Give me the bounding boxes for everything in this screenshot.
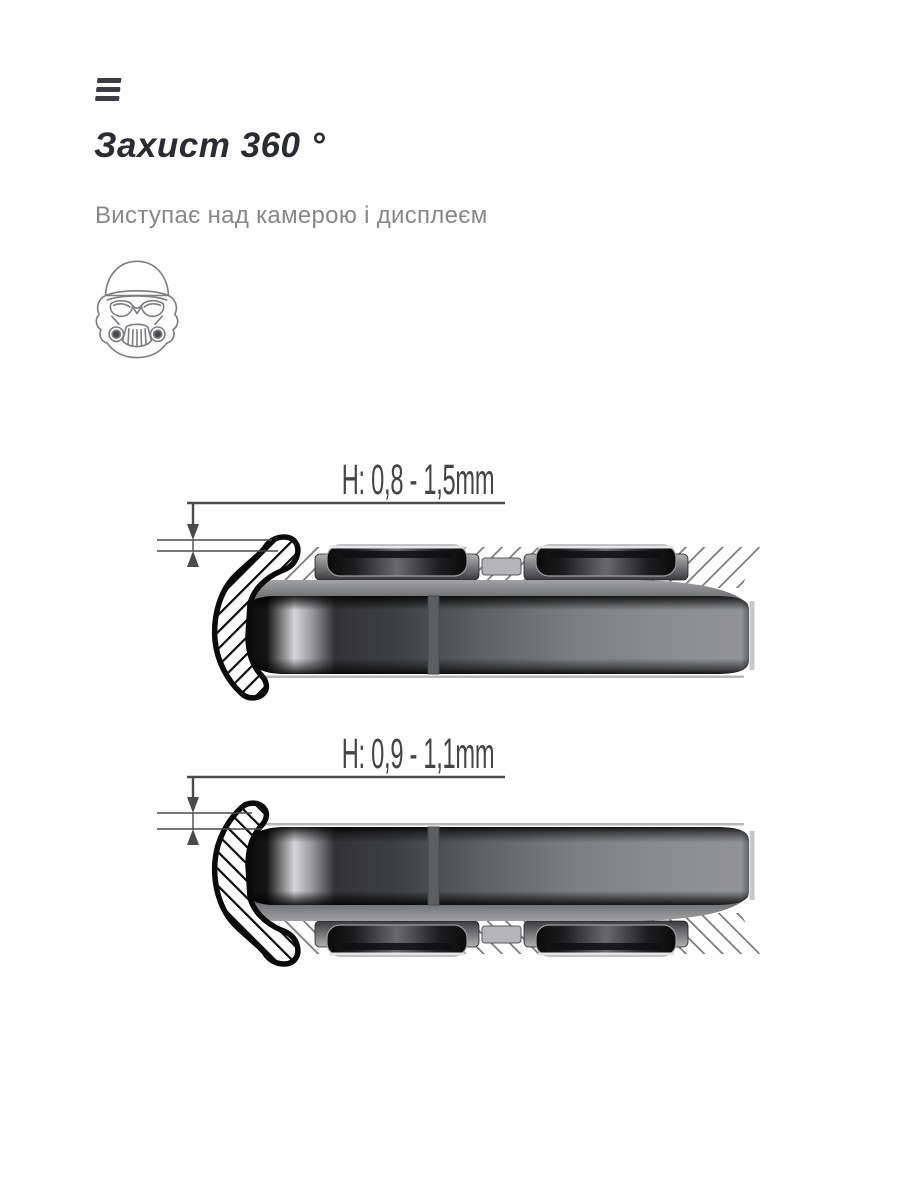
arrow-up-icon — [187, 829, 199, 845]
arrow-down-icon — [187, 524, 199, 540]
menu-bar — [95, 96, 120, 101]
dimension-label-camera: H: 0,8 - 1,5mm — [341, 456, 495, 504]
page-subtitle: Виступає над камерою і дисплеєм — [95, 202, 488, 229]
arrow-down-icon — [187, 797, 199, 813]
dimension-label-display: H: 0,9 - 1,1mm — [341, 730, 495, 778]
menu-bar — [96, 87, 121, 92]
cross-section-diagrams — [0, 430, 900, 1010]
menu-bar — [97, 78, 122, 83]
menu-bars-icon — [95, 78, 124, 105]
arrow-up-icon — [187, 551, 199, 567]
diagram-camera-side — [157, 457, 760, 698]
page-title: Захист 360 ° — [94, 126, 326, 165]
diagram-display-side — [157, 731, 760, 964]
stormtrooper-helmet-icon — [92, 256, 182, 362]
